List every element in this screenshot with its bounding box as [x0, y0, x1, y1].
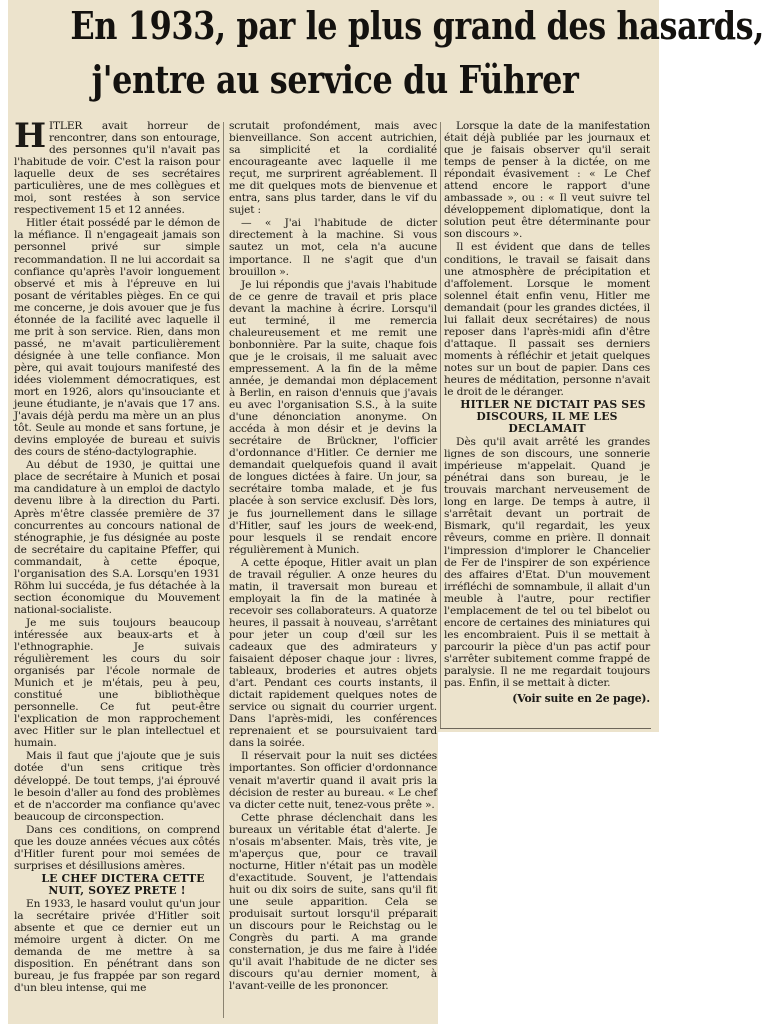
- paragraph: Lorsque la date de la manifestation était déjà publiée par les journaux et que je faisais observer qu'il serait temps de penser à la dictée, on me répondait évasivement : « Le Chef attend encore le rapport d'une ambassade », ou : « Il veut suivre tel développement diplomatique, dont la solution peut être déterminante pour son discours ».: [444, 120, 650, 241]
- paragraph: Au début de 1930, je quittai une place de secrétaire à Munich et posai ma candidature à un emploi de dactylo devenu libre à la direction du Parti. Après m'être classée première de 37 concurrentes au concours national de sténographie, je fus désignée au poste de secrétaire du capitaine Pfeffer, qui commandait, à cette époque, l'organisation des S.A. Lorsqu'en 1931 Röhm lui succéda, je fus détachée à la section économique du Mouvement national-socialiste.: [14, 459, 220, 616]
- paragraph: Mais il faut que j'ajoute que je suis dotée d'un sens critique très développé. De tout temps, j'ai éprouvé le besoin d'aller au fond des problèmes et de n'accorder ma confiance qu'avec beaucoup de circonspection.: [14, 750, 220, 823]
- blank-area: [438, 732, 659, 1024]
- paragraph: [14, 116, 220, 217]
- paragraph: Cette phrase déclenchait dans les bureaux un véritable état d'alerte. Je n'osais m'absenter. Mais, très vite, je m'aperçus que, pour ce travail nocturne, Hitler n'était pas un modèle d'exactitude. Souvent, je l'attendais huit ou dix soirs de suite, sans qu'il fit une seule apparition. Cela se produisait surtout lorsqu'il préparait un discours pour le Reichstag ou le Congrès du parti. A ma grande consternation, je dus me faire à l'idée qu'il avait l'habitude de ne dicter ses discours qu'au dernier moment, à l'avant-veille de les prononcer.: [229, 811, 437, 993]
- headline-line-1: En 1933, par le plus grand des hasards,: [70, 3, 764, 48]
- subheading: LE CHEF DICTERA CETTE NUIT, SOYEZ PRETE !: [41, 871, 205, 897]
- paragraph-text: ITLER avait horreur de rencontrer, dans son entourage, des personnes qu'il n'avait pas l'habitude de voir. C'est la raison pour laquelle deux de ses secrétaires particulières, une de mes collègues et moi, sont restées à son service respectivement 15 et 12 années.: [14, 120, 220, 217]
- continued-notice: (Voir suite en 2e page).: [512, 692, 650, 706]
- paragraph: A cette époque, Hitler avait un plan de travail régulier. A onze heures du matin, il traversait mon bureau et employait la fin de la matinée à recevoir ses collaborateurs. A quatorze heures, il passait à nouveau, s'arrêtant pour jeter un coup d'œil sur les cadeaux que des admirateurs y faisaient déposer chaque jour : livres, tableaux, broderies et autres objets d'art. Pendant ces courts instants, il dictait rapidement quelques notes de service ou signait du courrier urgent. Dans l'après-midi, les conférences reprenaient et se poursuivaient tard dans la soirée.: [229, 556, 437, 750]
- paragraph: Hitler était possédé par le démon de la méfiance. Il n'engageait jamais son personnel privé sur simple recommandation. Il ne lui accordait sa confiance qu'après l'avoir longuement observé et mis à l'épreuve en lui posant de véritables pièges. En ce qui me concerne, je dois avouer que je fus étonnée de la facilité avec laquelle il me prit à son service. Rien, dans mon passé, ne m'avait particulièrement désignée à une telle confiance. Mon père, qui avait toujours manifesté des idées violemment démocratiques, est mort en 1926, alors qu'insouciante et jeune étudiante, je n'avais que 17 ans. J'avais déjà perdu ma mère un an plus tôt. Seule au monde et sans fortune, je devins employée de bureau et suivis des cours de sténo-dactylographie.: [14, 217, 220, 459]
- paragraph: Il est évident que dans de telles conditions, le travail se faisait dans une atmosphère de précipitation et d'affolement. Lorsque le moment solennel était enfin venu, Hitler me demandait (pour les grandes dictées, il lui fallait deux secrétaires) de nous reposer dans l'après-midi afin d'être d'attaque. Il passait ses derniers moments à réfléchir et jetait quelques notes sur un bout de papier. Dans ces heures de méditation, personne n'avait le droit de le déranger.: [444, 241, 650, 399]
- article-column-2: [229, 120, 437, 1020]
- column-rule: [223, 122, 224, 1018]
- drop-cap: H: [14, 116, 46, 156]
- article-column-1: [14, 116, 220, 1020]
- paragraph: — « J'ai l'habitude de dicter directement à la machine. Si vous sautez un mot, cela n'a aucune importance. Il ne s'agit que d'un brouillon ».: [229, 217, 437, 278]
- paragraph: Dans ces conditions, on comprend que les douze années vécues aux côtés d'Hitler furent pour moi semées de surprises et désillusions amères.: [14, 823, 220, 872]
- subheading: HITLER NE DICTAIT PAS SES DISCOURS, IL ME LES DECLAMAIT: [460, 398, 646, 436]
- column-rule: [440, 122, 441, 728]
- paragraph: Je lui répondis que j'avais l'habitude de ce genre de travail et pris place devant la machine à écrire. Lorsqu'il eut terminé, il me remercia chaleureusement et me remit une bonbonnière. Par la suite, chaque fois que je le croisais, il me saluait avec empressement. A la fin de la même année, je demandai mon déplacement à Berlin, en raison d'ennuis que j'avais eu avec l'organisation S.S., à la suite d'une dénonciation anonyme. On accéda à mon désir et je devins la secrétaire de Brückner, l'officier d'ordonnance d'Hitler. Ce dernier me demandait quelquefois quand il avait de longues dictées à faire. Un jour, sa secrétaire tomba malade, et je fus placée à son service exclusif. Dès lors, je fus journellement dans le sillage d'Hitler, sauf les jours de week-end, pour lesquels il se rendait encore régulièrement à Munich.: [229, 278, 437, 556]
- paragraph: Il réservait pour la nuit ses dictées importantes. Son officier d'ordonnance venait m'avertir quand il avait pris la décision de rester au bureau. « Le chef va dicter cette nuit, tenez-vous prête ».: [229, 750, 437, 811]
- paragraph: Je me suis toujours beaucoup intéressée aux beaux-arts et à l'ethnographie. Je suivais régulièrement les cours du soir organisés par l'école normale de Munich et je m'étais, peu à peu, constitué une bibliothèque personnelle. Ce fut peut-être l'explication de mon rapprochement avec Hitler sur le plan intellectuel et humain.: [14, 616, 220, 750]
- paragraph: Dès qu'il avait arrêté les grandes lignes de son discours, une sonnerie impérieuse m'appelait. Quand je pénétrai dans son bureau, je le trouvais marchant nerveusement de long en large. De temps à autre, il s'arrêtait devant un portrait de Bismark, qu'il regardait, les yeux rêveurs, comme en prière. Il donnait l'impression d'implorer le Chancelier de Fer de l'inspirer de son expérience des affaires d'Etat. D'un mouvement irréfléchi de somnambule, il allait d'un meuble à l'autre, pour rectifier l'emplacement de tel ou tel bibelot ou encore de certaines des miniatures qui les encombraient. Puis il se mettait à parcourir la pièce d'un pas actif pour s'arrêter subitement comme frappé de paralysie. Il ne me regardait toujours pas. Enfin, il se mettait à dicter.: [444, 436, 650, 690]
- article-column-3: [444, 120, 650, 730]
- headline: [20, 0, 764, 118]
- headline-line-2: j'entre au service du Führer: [91, 57, 579, 102]
- paragraph: scrutait profondément, mais avec bienveillance. Son accent autrichien, sa simplicité et la cordialité encourageante avec laquelle il me reçut, me surprirent agréablement. Il me dit quelques mots de bienvenue et entra, sans plus tarder, dans le vif du sujet :: [229, 120, 437, 217]
- paragraph: En 1933, le hasard voulut qu'un jour la secrétaire privée d'Hitler soit absente et que ce dernier eut un mémoire urgent à dicter. On me demanda de me mettre à sa disposition. En pénétrant dans son bureau, je fus frappée par son regard d'un bleu intense, qui me: [14, 897, 220, 995]
